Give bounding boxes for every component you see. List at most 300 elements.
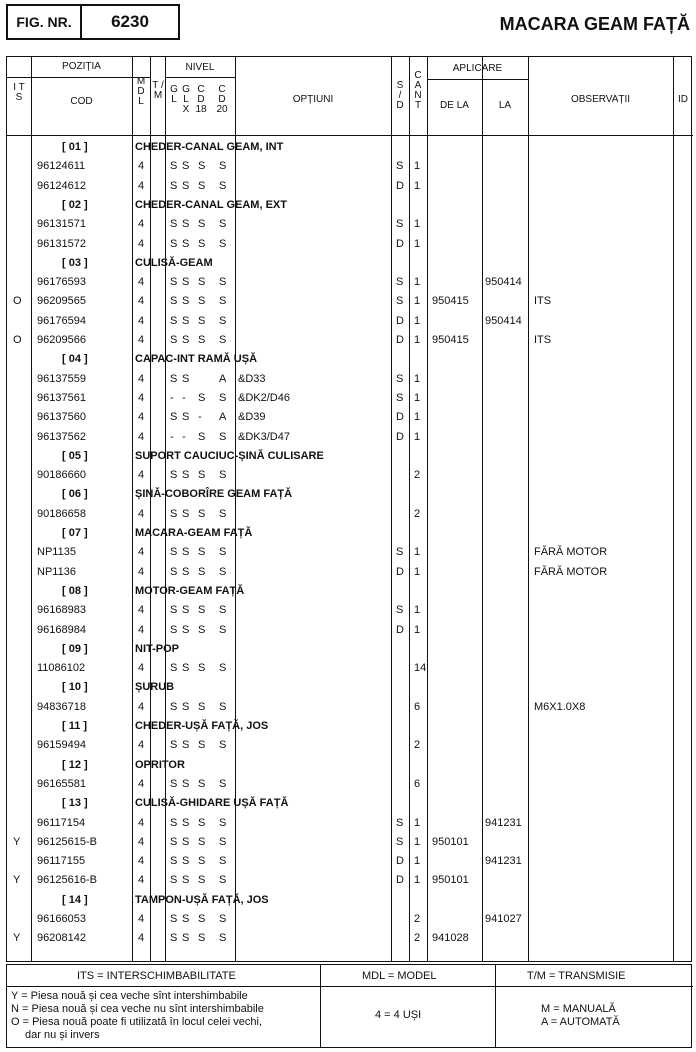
quantity: 1	[414, 334, 421, 346]
nivel-value: S	[170, 237, 178, 250]
nivel-value: S	[170, 546, 178, 559]
part-code: 96125615-B	[37, 835, 97, 848]
nivel-value: S	[198, 546, 206, 559]
nivel-value: S	[182, 469, 190, 482]
nivel-value: S	[170, 604, 178, 617]
fig-number: 6230	[111, 12, 149, 31]
mdl-value: 4	[138, 411, 145, 424]
nivel-value: S	[198, 565, 206, 578]
nivel-value: S	[219, 835, 227, 848]
col-its: I T S	[13, 82, 25, 103]
side: D	[396, 874, 404, 887]
position-number: [ 05 ]	[62, 449, 88, 462]
nivel-value: S	[170, 777, 178, 790]
group-name: MOTOR-GEAM FAȚĂ	[135, 584, 245, 597]
nivel-value: S	[182, 237, 190, 250]
position-number: [ 06 ]	[62, 488, 88, 501]
legend-y: Y = Piesa nouă și cea veche sînt intershimbabile	[11, 990, 248, 1002]
group-name: CAPAC-INT RAMĂ UȘĂ	[135, 353, 258, 366]
side: S	[396, 391, 404, 404]
table-row	[7, 291, 693, 310]
nivel-value: S	[182, 913, 190, 925]
nivel-value: S	[219, 179, 227, 192]
col-cd20: C D 20	[216, 84, 228, 115]
nivel-value: S	[170, 700, 178, 713]
table-row	[7, 562, 693, 581]
quantity: 1	[414, 218, 421, 231]
legend-n: N = Piesa nouă și cea veche nu sînt intershimbabile	[11, 1003, 264, 1015]
nivel-value: S	[182, 276, 190, 289]
nivel-value: S	[182, 777, 190, 790]
its-mark: Y	[13, 932, 21, 945]
remarks: FĂRĂ MOTOR	[534, 565, 608, 578]
table-row	[7, 388, 693, 407]
valid-from: 941028	[432, 932, 469, 945]
table-row	[7, 311, 693, 330]
position-number: [ 08 ]	[62, 584, 88, 597]
side: D	[396, 565, 404, 578]
mdl-value: 4	[138, 932, 145, 945]
nivel-value: S	[182, 314, 190, 327]
nivel-value: S	[219, 391, 227, 404]
nivel-value: S	[219, 739, 227, 752]
nivel-value: S	[170, 469, 178, 482]
nivel-value: S	[170, 662, 178, 675]
nivel-value: A	[219, 372, 227, 385]
group-name: MACARA-GEAM FAȚĂ	[135, 527, 253, 539]
col-observatii: OBSERVAȚII	[570, 94, 631, 105]
mdl-value: 4	[138, 700, 145, 713]
mdl-value: 4	[138, 604, 145, 617]
col-id: ID	[678, 94, 688, 105]
part-code: 96166053	[37, 913, 86, 925]
its-mark: Y	[13, 874, 21, 887]
group-row	[7, 793, 693, 812]
table-row	[7, 214, 693, 233]
part-code: 96137562	[37, 430, 86, 443]
col-gl: G L	[170, 84, 178, 105]
table-row	[7, 542, 693, 561]
nivel-value: S	[219, 874, 227, 887]
quantity: 2	[414, 739, 421, 752]
side: S	[396, 835, 404, 848]
fig-label: FIG. NR.	[8, 6, 82, 38]
nivel-value: S	[170, 565, 178, 578]
nivel-value: S	[219, 469, 227, 482]
nivel-value: S	[170, 835, 178, 848]
quantity: 1	[414, 411, 421, 424]
nivel-value: S	[170, 295, 178, 308]
nivel-value: S	[182, 565, 190, 578]
mdl-value: 4	[138, 546, 145, 559]
nivel-value: S	[170, 913, 178, 925]
mdl-value: 4	[138, 160, 145, 173]
nivel-value: S	[219, 855, 227, 868]
mdl-value: 4	[138, 179, 145, 192]
nivel-value: S	[198, 507, 206, 520]
nivel-value: S	[198, 700, 206, 713]
its-mark: O	[13, 295, 22, 308]
legend-usi: 4 = 4 UȘI	[375, 1009, 422, 1021]
quantity: 1	[414, 314, 421, 327]
nivel-value: S	[182, 179, 190, 192]
mdl-value: 4	[138, 430, 145, 443]
nivel-value: S	[198, 276, 206, 289]
table-row	[7, 909, 693, 928]
group-row	[7, 484, 693, 503]
part-code: 96131572	[37, 237, 86, 250]
table-row	[7, 234, 693, 253]
nivel-value: S	[198, 160, 206, 173]
quantity: 2	[414, 932, 421, 945]
mdl-value: 4	[138, 835, 145, 848]
nivel-value: S	[198, 855, 206, 868]
table-row	[7, 928, 693, 947]
nivel-value: S	[219, 816, 227, 829]
col-dela: DE LA	[440, 100, 469, 111]
nivel-value: S	[170, 507, 178, 520]
quantity: 6	[414, 700, 421, 713]
nivel-value: S	[182, 835, 190, 848]
position-number: [ 13 ]	[62, 797, 88, 810]
quantity: 1	[414, 295, 421, 308]
quantity: 1	[414, 276, 421, 289]
remarks: FĂRĂ MOTOR	[534, 546, 608, 559]
table-row	[7, 658, 693, 677]
nivel-value: -	[182, 430, 186, 443]
group-name: CULISĂ-GEAM	[135, 256, 213, 269]
group-row	[7, 349, 693, 368]
side: D	[396, 237, 404, 250]
part-code: 96117154	[37, 816, 86, 829]
nivel-value: S	[182, 372, 190, 385]
part-code: 96168984	[37, 623, 86, 636]
nivel-value: S	[198, 777, 206, 790]
mdl-value: 4	[138, 334, 145, 346]
group-row	[7, 677, 693, 696]
group-row	[7, 253, 693, 272]
quantity: 1	[414, 565, 421, 578]
legend-o: O = Piesa nouă poate fi utilizată în locul celei vechi,	[11, 1016, 263, 1028]
group-name: CULISĂ-GHIDARE UȘĂ FAȚĂ	[135, 797, 289, 810]
nivel-value: S	[182, 411, 190, 424]
legend-o2: dar nu și invers	[25, 1029, 100, 1041]
nivel-value: S	[198, 662, 206, 675]
group-row	[7, 581, 693, 600]
col-cod: COD	[70, 96, 93, 107]
part-code: 96176594	[37, 314, 86, 327]
side: D	[396, 623, 404, 636]
part-code: 96117155	[37, 855, 86, 868]
part-code: 96165581	[37, 777, 86, 790]
nivel-value: S	[170, 855, 178, 868]
side: S	[396, 816, 404, 829]
parts-table	[6, 56, 692, 962]
nivel-value: -	[182, 391, 186, 404]
nivel-value: S	[182, 295, 190, 308]
part-code: NP1136	[37, 565, 76, 578]
group-name: OPRITOR	[135, 758, 185, 771]
mdl-value: 4	[138, 913, 145, 925]
nivel-value: S	[198, 469, 206, 482]
table-row	[7, 176, 693, 195]
col-mdl: M D L	[136, 76, 146, 107]
col-pozitia: POZIȚIA	[62, 61, 101, 72]
mdl-value: 4	[138, 565, 145, 578]
group-row	[7, 890, 693, 909]
table-row	[7, 156, 693, 175]
nivel-value: S	[198, 179, 206, 192]
mdl-value: 4	[138, 391, 145, 404]
mdl-value: 4	[138, 623, 145, 636]
table-row	[7, 851, 693, 870]
group-row	[7, 639, 693, 658]
table-row	[7, 272, 693, 291]
table-row	[7, 620, 693, 639]
part-code: 96137560	[37, 411, 86, 424]
quantity: 1	[414, 179, 421, 192]
legend	[6, 964, 692, 1048]
part-code: 90186660	[37, 469, 86, 482]
position-number: [ 03 ]	[62, 256, 88, 269]
remarks: M6X1.0X8	[534, 700, 586, 713]
table-row	[7, 697, 693, 716]
table-row	[7, 465, 693, 484]
valid-from: 950101	[432, 874, 469, 887]
position-number: [ 10 ]	[62, 681, 88, 694]
position-number: [ 14 ]	[62, 893, 88, 906]
valid-from: 950415	[432, 334, 469, 346]
mdl-value: 4	[138, 237, 145, 250]
legend-mdl: MDL = MODEL	[362, 970, 437, 982]
legend-manual: M = MANUALĂ	[541, 1003, 616, 1015]
mdl-value: 4	[138, 372, 145, 385]
nivel-value: S	[219, 295, 227, 308]
side: S	[396, 276, 404, 289]
side: D	[396, 411, 404, 424]
nivel-value: S	[198, 295, 206, 308]
mdl-value: 4	[138, 314, 145, 327]
side: D	[396, 179, 404, 192]
table-row	[7, 735, 693, 754]
mdl-value: 4	[138, 874, 145, 887]
part-code: 96124612	[37, 179, 86, 192]
nivel-value: S	[219, 913, 227, 925]
table-row	[7, 427, 693, 446]
part-code: 96137561	[37, 391, 86, 404]
nivel-value: S	[198, 816, 206, 829]
option: &DK2/D46	[238, 391, 290, 404]
quantity: 1	[414, 623, 421, 636]
part-code: 96176593	[37, 276, 86, 289]
group-name: CHEDER-UȘĂ FAȚĂ, JOS	[135, 720, 269, 732]
position-number: [ 01 ]	[62, 141, 88, 153]
mdl-value: 4	[138, 507, 145, 520]
group-row	[7, 523, 693, 542]
group-name: SUPORT CAUCIUC-ȘINĂ CULISARE	[135, 449, 324, 462]
quantity: 1	[414, 372, 421, 385]
group-name: CHEDER-CANAL GEAM, EXT	[135, 198, 287, 211]
nivel-value: S	[182, 160, 190, 173]
col-la: LA	[498, 100, 512, 111]
nivel-value: S	[219, 700, 227, 713]
option: &D33	[238, 372, 266, 385]
nivel-value: S	[182, 507, 190, 520]
nivel-value: S	[198, 604, 206, 617]
quantity: 6	[414, 777, 421, 790]
mdl-value: 4	[138, 816, 145, 829]
nivel-value: S	[170, 218, 178, 231]
nivel-value: S	[170, 932, 178, 945]
valid-to: 950414	[485, 276, 522, 289]
nivel-value: S	[198, 739, 206, 752]
nivel-value: S	[219, 565, 227, 578]
quantity: 1	[414, 874, 421, 887]
part-code: 96124611	[37, 160, 86, 173]
table-row	[7, 407, 693, 426]
nivel-value: S	[219, 430, 227, 443]
quantity: 1	[414, 835, 421, 848]
group-name: TAMPON-UȘĂ FAȚĂ, JOS	[135, 893, 269, 906]
nivel-value: S	[182, 874, 190, 887]
part-code: 96159494	[37, 739, 86, 752]
col-cd18: C D 18	[195, 84, 207, 115]
quantity: 1	[414, 430, 421, 443]
nivel-value: S	[219, 314, 227, 327]
side: S	[396, 218, 404, 231]
nivel-value: S	[219, 218, 227, 231]
nivel-value: S	[170, 623, 178, 636]
nivel-value: S	[182, 739, 190, 752]
nivel-value: S	[219, 507, 227, 520]
nivel-value: S	[219, 623, 227, 636]
table-row	[7, 504, 693, 523]
nivel-value: S	[182, 700, 190, 713]
valid-to: 941231	[485, 855, 522, 868]
fig-number-box	[6, 4, 180, 40]
part-code: 96208142	[37, 932, 86, 945]
side: S	[396, 372, 404, 385]
its-mark: O	[13, 334, 22, 346]
nivel-value: S	[219, 932, 227, 945]
part-code: 96137559	[37, 372, 86, 385]
quantity: 2	[414, 913, 421, 925]
nivel-value: S	[219, 604, 227, 617]
quantity: 1	[414, 391, 421, 404]
col-tm: T / M	[152, 80, 164, 101]
nivel-value: S	[198, 835, 206, 848]
group-row	[7, 716, 693, 735]
nivel-value: S	[219, 777, 227, 790]
group-name: CHEDER-CANAL GEAM, INT	[135, 141, 284, 153]
nivel-value: S	[219, 334, 227, 346]
part-code: 96131571	[37, 218, 86, 231]
legend-tm: T/M = TRANSMISIE	[527, 970, 626, 982]
valid-to: 941231	[485, 816, 522, 829]
option: &D39	[238, 411, 266, 424]
nivel-value: S	[219, 662, 227, 675]
part-code: 96209566	[37, 334, 86, 346]
position-number: [ 12 ]	[62, 758, 88, 771]
nivel-value: S	[182, 855, 190, 868]
nivel-value: S	[170, 816, 178, 829]
group-row	[7, 755, 693, 774]
quantity: 1	[414, 160, 421, 173]
nivel-value: S	[198, 314, 206, 327]
nivel-value: S	[198, 334, 206, 346]
nivel-value: S	[170, 179, 178, 192]
nivel-value: S	[198, 874, 206, 887]
quantity: 2	[414, 469, 421, 482]
its-mark: Y	[13, 835, 21, 848]
position-number: [ 04 ]	[62, 353, 88, 366]
nivel-value: S	[170, 372, 178, 385]
col-nivel: NIVEL	[185, 62, 215, 73]
nivel-value: S	[198, 237, 206, 250]
mdl-value: 4	[138, 218, 145, 231]
group-name: ȘURUB	[135, 681, 175, 694]
col-sd: S / D	[396, 80, 404, 111]
legend-its: ITS = INTERSCHIMBABILITATE	[77, 970, 236, 982]
page-title: MACARA GEAM FAȚĂ	[499, 14, 690, 34]
side: D	[396, 855, 404, 868]
valid-from: 950101	[432, 835, 469, 848]
quantity: 1	[414, 237, 421, 250]
table-row	[7, 870, 693, 889]
nivel-value: S	[198, 932, 206, 945]
nivel-value: S	[170, 160, 178, 173]
quantity: 1	[414, 855, 421, 868]
table-row	[7, 600, 693, 619]
group-row	[7, 446, 693, 465]
remarks: ITS	[534, 295, 552, 308]
nivel-value: S	[170, 334, 178, 346]
mdl-value: 4	[138, 739, 145, 752]
side: S	[396, 160, 404, 173]
nivel-value: S	[170, 739, 178, 752]
nivel-value: S	[219, 546, 227, 559]
part-code: 11086102	[37, 662, 86, 675]
group-row	[7, 195, 693, 214]
side: S	[396, 295, 404, 308]
remarks: ITS	[534, 334, 552, 346]
table-row	[7, 774, 693, 793]
mdl-value: 4	[138, 295, 145, 308]
nivel-value: S	[182, 932, 190, 945]
nivel-value: -	[170, 430, 174, 443]
quantity: 1	[414, 546, 421, 559]
nivel-value: -	[198, 411, 202, 424]
nivel-value: S	[198, 913, 206, 925]
group-row	[7, 137, 693, 156]
position-number: [ 02 ]	[62, 198, 88, 211]
nivel-value: S	[182, 546, 190, 559]
col-optiuni: OPȚIUNI	[292, 94, 334, 105]
nivel-value: -	[170, 391, 174, 404]
col-glx: G L X	[182, 84, 190, 115]
nivel-value: S	[198, 391, 206, 404]
nivel-value: S	[219, 276, 227, 289]
nivel-value: S	[182, 662, 190, 675]
nivel-value: S	[170, 314, 178, 327]
part-code: 96125616-B	[37, 874, 97, 887]
table-row	[7, 330, 693, 349]
group-name: ȘINĂ-COBORÎRE GEAM FAȚĂ	[135, 488, 293, 501]
nivel-value: S	[182, 604, 190, 617]
nivel-value: S	[182, 334, 190, 346]
nivel-value: S	[198, 218, 206, 231]
nivel-value: S	[182, 623, 190, 636]
